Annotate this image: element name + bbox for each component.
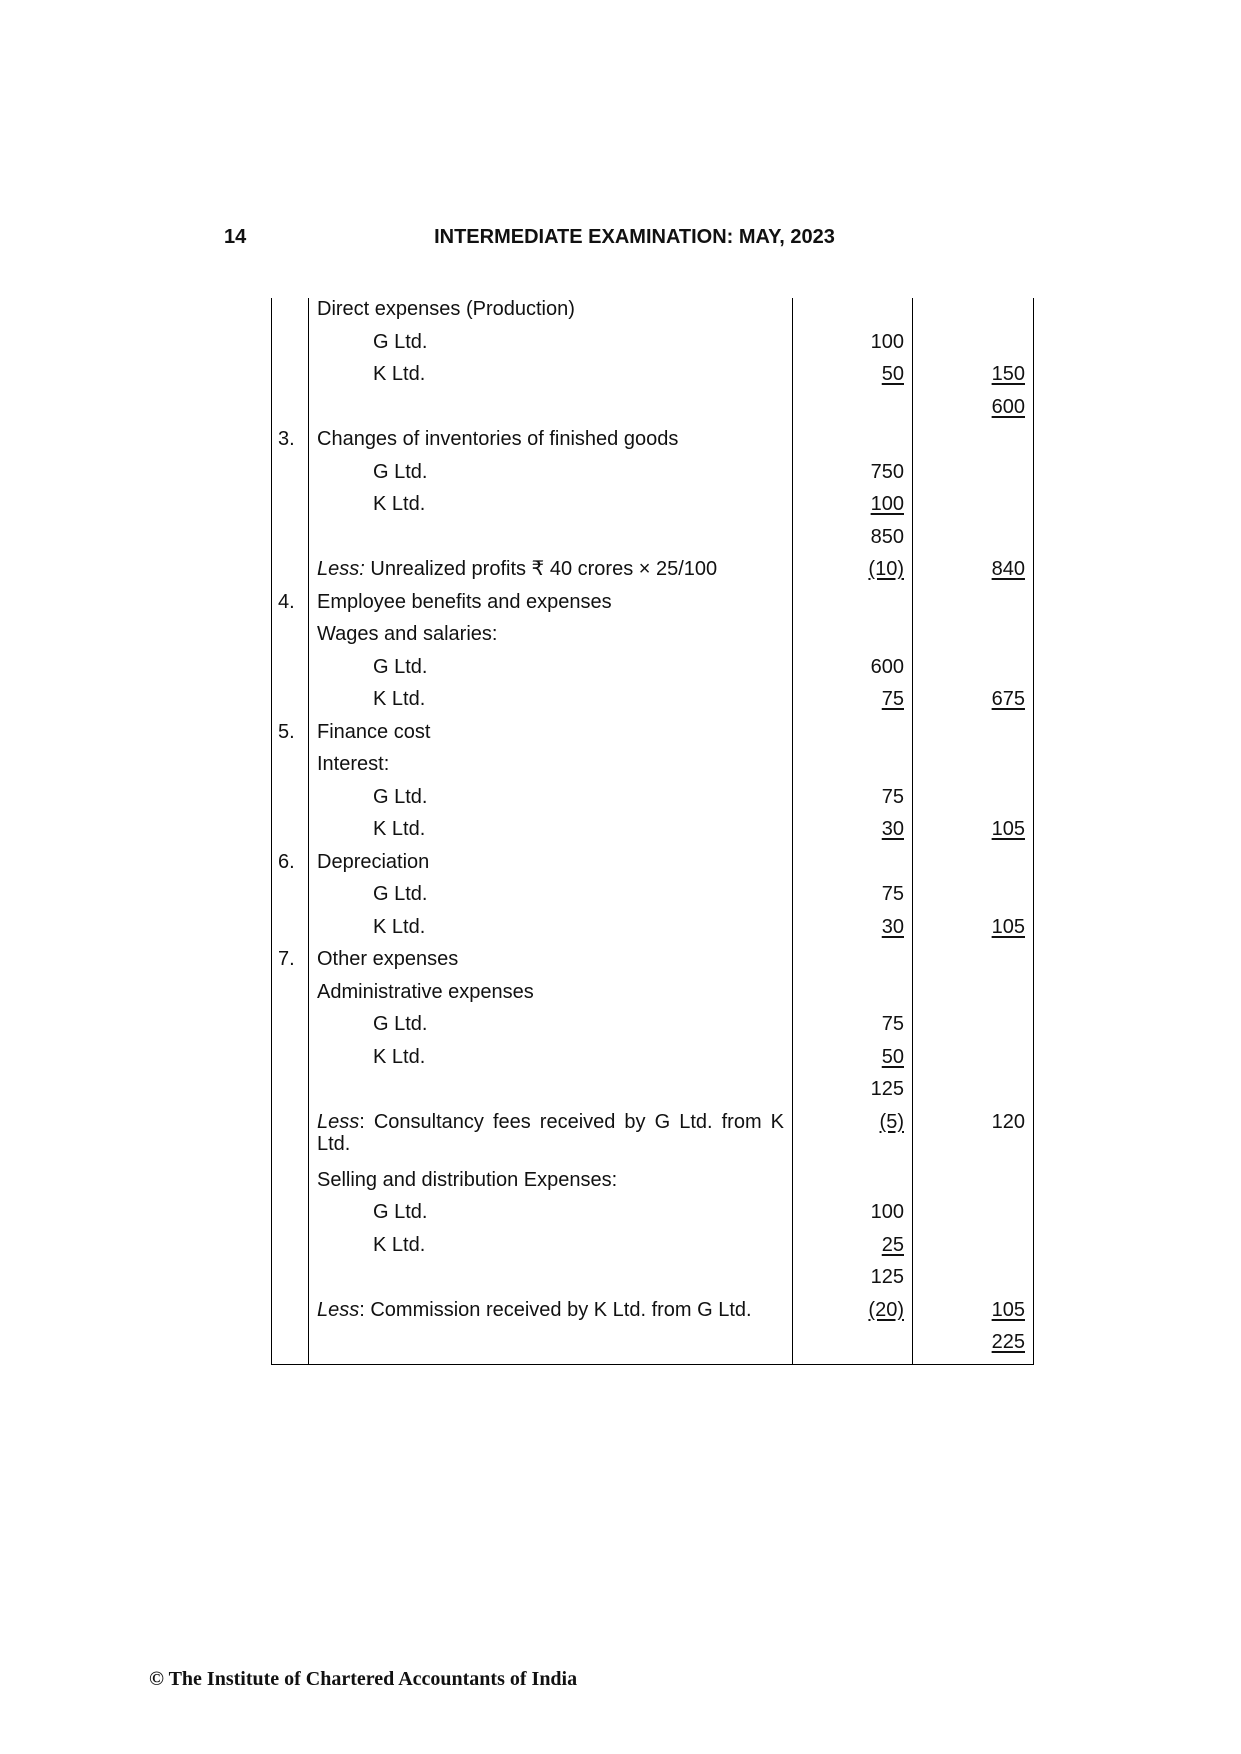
amount-sub xyxy=(793,656,913,689)
amount-sub xyxy=(793,1266,913,1299)
amount-sub xyxy=(793,981,913,1014)
row-label xyxy=(309,1046,793,1079)
row-index xyxy=(272,883,309,916)
amount-sub-value: 75 xyxy=(881,688,904,710)
amount-total xyxy=(913,558,1034,591)
table-row xyxy=(272,1234,1034,1267)
amount-sub-value: 125 xyxy=(870,1266,904,1288)
amount-total xyxy=(913,1046,1034,1079)
table-row xyxy=(272,428,1034,461)
amount-sub-value: 75 xyxy=(881,883,904,905)
amount-sub-value: 25 xyxy=(881,1233,904,1256)
amount-total xyxy=(913,526,1034,559)
amount-total xyxy=(913,851,1034,884)
amount-sub-value: 100 xyxy=(870,493,904,515)
amount-sub xyxy=(793,1331,913,1364)
table-row xyxy=(272,493,1034,526)
row-label xyxy=(309,1234,793,1267)
table-row xyxy=(272,461,1034,494)
label-text: : Consultancy fees received by G Ltd. from K Ltd. xyxy=(317,1110,784,1155)
label-text: K Ltd. xyxy=(373,915,426,938)
table-row xyxy=(272,1013,1034,1046)
amount-sub-value: 100 xyxy=(870,330,904,353)
table-row xyxy=(272,786,1034,819)
amount-sub xyxy=(793,883,913,916)
amount-total xyxy=(913,461,1034,494)
amount-sub xyxy=(793,558,913,591)
amount-total xyxy=(913,1266,1034,1299)
row-index xyxy=(272,753,309,786)
row-label xyxy=(309,461,793,494)
label-text: Selling and distribution Expenses: xyxy=(317,1168,618,1191)
row-index xyxy=(272,298,309,331)
amount-sub xyxy=(793,916,913,949)
row-index xyxy=(272,786,309,819)
row-index xyxy=(272,558,309,591)
row-index: 5. xyxy=(272,721,309,754)
amount-total-value: 105 xyxy=(991,818,1025,840)
amount-total xyxy=(913,786,1034,819)
table-row xyxy=(272,363,1034,396)
table-row xyxy=(272,948,1034,981)
table-row xyxy=(272,1331,1034,1364)
amount-total xyxy=(913,331,1034,364)
amount-total-value: 225 xyxy=(991,1331,1025,1353)
amount-sub-value: (10) xyxy=(868,558,904,580)
label-text: Administrative expenses xyxy=(317,980,534,1003)
expenses-table xyxy=(271,298,1034,1365)
table-row xyxy=(272,656,1034,689)
table-row xyxy=(272,721,1034,754)
row-index xyxy=(272,1078,309,1111)
table-row xyxy=(272,1169,1034,1202)
amount-sub xyxy=(793,1234,913,1267)
amount-total-value: 675 xyxy=(991,688,1025,710)
amount-total xyxy=(913,688,1034,721)
table-row xyxy=(272,818,1034,851)
amount-total xyxy=(913,1201,1034,1234)
label-text: Employee benefits and expenses xyxy=(317,590,612,613)
table-row xyxy=(272,1078,1034,1111)
row-index xyxy=(272,396,309,429)
table-row xyxy=(272,591,1034,624)
amount-total xyxy=(913,623,1034,656)
label-prefix: Less xyxy=(317,1298,360,1321)
amount-total xyxy=(913,818,1034,851)
row-index xyxy=(272,981,309,1014)
amount-total xyxy=(913,591,1034,624)
label-text: Finance cost xyxy=(317,720,431,743)
label-text: K Ltd. xyxy=(373,818,426,840)
table-row xyxy=(272,623,1034,656)
amount-total xyxy=(913,916,1034,949)
row-index xyxy=(272,1169,309,1202)
row-index: 7. xyxy=(272,948,309,981)
amount-total xyxy=(913,721,1034,754)
amount-total-value: 840 xyxy=(991,558,1025,580)
amount-total xyxy=(913,298,1034,331)
row-label xyxy=(309,688,793,721)
amount-sub xyxy=(793,1201,913,1234)
row-index xyxy=(272,1234,309,1267)
amount-total xyxy=(913,1234,1034,1267)
amount-sub xyxy=(793,331,913,364)
amount-sub-value: 125 xyxy=(870,1078,904,1100)
table-row xyxy=(272,688,1034,721)
table-row xyxy=(272,558,1034,591)
label-text: K Ltd. xyxy=(373,363,426,385)
row-index xyxy=(272,1331,309,1364)
row-index xyxy=(272,331,309,364)
row-label xyxy=(309,1013,793,1046)
table-row xyxy=(272,916,1034,949)
row-index xyxy=(272,818,309,851)
amount-sub xyxy=(793,591,913,624)
row-label xyxy=(309,623,793,656)
row-index xyxy=(272,461,309,494)
label-text: K Ltd. xyxy=(373,688,426,710)
row-index xyxy=(272,526,309,559)
row-label xyxy=(309,721,793,754)
row-label xyxy=(309,883,793,916)
table-row xyxy=(272,1299,1034,1332)
row-label xyxy=(309,298,793,331)
amount-sub xyxy=(793,461,913,494)
amount-sub xyxy=(793,298,913,331)
table-row xyxy=(272,981,1034,1014)
label-text: K Ltd. xyxy=(373,1045,426,1068)
expenses-table-container xyxy=(271,298,1033,1365)
amount-sub-value: 30 xyxy=(881,915,904,938)
row-label xyxy=(309,331,793,364)
amount-sub xyxy=(793,786,913,819)
amount-total-value: 105 xyxy=(991,915,1025,938)
amount-total xyxy=(913,1299,1034,1332)
amount-sub xyxy=(793,851,913,884)
label-text: Wages and salaries: xyxy=(317,623,498,645)
amount-sub xyxy=(793,493,913,526)
label-text: K Ltd. xyxy=(373,1233,426,1256)
label-prefix: Less: xyxy=(317,558,365,580)
label-text: G Ltd. xyxy=(373,460,428,483)
amount-total xyxy=(913,981,1034,1014)
row-index xyxy=(272,623,309,656)
row-index: 6. xyxy=(272,851,309,884)
label-text: G Ltd. xyxy=(373,883,428,905)
label-text: G Ltd. xyxy=(373,1013,428,1035)
label-text: Interest: xyxy=(317,753,390,775)
row-label xyxy=(309,558,793,591)
label-text: : Commission received by K Ltd. from G Ltd. xyxy=(359,1298,752,1321)
amount-sub xyxy=(793,753,913,786)
table-row xyxy=(272,298,1034,331)
row-label xyxy=(309,493,793,526)
row-index xyxy=(272,1266,309,1299)
row-label xyxy=(309,526,793,559)
amount-sub-value: 50 xyxy=(881,1045,904,1068)
expenses-table-body xyxy=(272,298,1034,1364)
row-label xyxy=(309,753,793,786)
amount-total xyxy=(913,1169,1034,1202)
label-text: Depreciation xyxy=(317,850,430,873)
amount-sub xyxy=(793,623,913,656)
row-label xyxy=(309,981,793,1014)
label-text: G Ltd. xyxy=(373,330,428,353)
amount-sub xyxy=(793,948,913,981)
row-index xyxy=(272,1111,309,1169)
row-label xyxy=(309,396,793,429)
amount-total-value: 105 xyxy=(991,1298,1025,1321)
amount-sub xyxy=(793,1013,913,1046)
label-text: Direct expenses (Production) xyxy=(317,298,575,320)
row-index xyxy=(272,1013,309,1046)
row-label xyxy=(309,1299,793,1332)
amount-sub-value: (5) xyxy=(879,1110,904,1133)
amount-total xyxy=(913,363,1034,396)
table-row xyxy=(272,883,1034,916)
amount-sub-value: (20) xyxy=(868,1298,904,1321)
amount-total xyxy=(913,1013,1034,1046)
amount-sub xyxy=(793,1299,913,1332)
amount-total xyxy=(913,493,1034,526)
amount-sub xyxy=(793,1111,913,1169)
amount-sub-value: 75 xyxy=(881,785,904,808)
table-row xyxy=(272,1046,1034,1079)
amount-sub-value: 750 xyxy=(870,460,904,483)
amount-total xyxy=(913,1111,1034,1169)
label-text: Unrealized profits ₹ 40 crores × 25/100 xyxy=(364,558,718,580)
row-index xyxy=(272,656,309,689)
row-label xyxy=(309,428,793,461)
page-number: 14 xyxy=(224,226,247,248)
row-label xyxy=(309,1331,793,1364)
amount-sub xyxy=(793,428,913,461)
amount-sub xyxy=(793,363,913,396)
amount-total-value: 150 xyxy=(991,363,1025,385)
row-label xyxy=(309,916,793,949)
label-text: K Ltd. xyxy=(373,493,426,515)
amount-sub xyxy=(793,1046,913,1079)
label-text: G Ltd. xyxy=(373,655,428,678)
table-row xyxy=(272,396,1034,429)
table-row xyxy=(272,1111,1034,1169)
amount-sub-value: 100 xyxy=(870,1201,904,1223)
amount-total xyxy=(913,396,1034,429)
row-label xyxy=(309,656,793,689)
row-label xyxy=(309,851,793,884)
row-label xyxy=(309,1078,793,1111)
amount-total xyxy=(913,753,1034,786)
amount-sub xyxy=(793,1169,913,1202)
label-prefix: Less xyxy=(317,1110,360,1133)
row-label xyxy=(309,1266,793,1299)
row-index xyxy=(272,363,309,396)
row-index xyxy=(272,1046,309,1079)
row-index xyxy=(272,493,309,526)
label-text: G Ltd. xyxy=(373,785,428,808)
amount-sub xyxy=(793,526,913,559)
table-row xyxy=(272,851,1034,884)
row-index xyxy=(272,1299,309,1332)
row-label xyxy=(309,1169,793,1202)
row-index xyxy=(272,916,309,949)
amount-sub-value: 850 xyxy=(870,525,904,548)
amount-sub xyxy=(793,1078,913,1111)
row-label xyxy=(309,818,793,851)
amount-sub-value: 75 xyxy=(881,1013,904,1035)
label-text: G Ltd. xyxy=(373,1201,428,1223)
amount-sub-value: 30 xyxy=(881,818,904,840)
row-index: 4. xyxy=(272,591,309,624)
amount-sub xyxy=(793,818,913,851)
amount-total-value: 600 xyxy=(991,395,1025,418)
table-row xyxy=(272,331,1034,364)
amount-total xyxy=(913,1331,1034,1364)
amount-sub xyxy=(793,721,913,754)
label-text: Changes of inventories of finished goods xyxy=(317,428,679,450)
amount-total xyxy=(913,656,1034,689)
row-label xyxy=(309,1111,793,1169)
label-text: Other expenses xyxy=(317,948,459,970)
amount-total xyxy=(913,948,1034,981)
amount-total-value: 120 xyxy=(991,1110,1025,1133)
table-row xyxy=(272,1201,1034,1234)
amount-sub-value: 600 xyxy=(870,655,904,678)
row-index: 3. xyxy=(272,428,309,461)
amount-total xyxy=(913,1078,1034,1111)
footer-copyright: © The Institute of Chartered Accountants of India xyxy=(149,1668,578,1690)
page-header-title: INTERMEDIATE EXAMINATION: MAY, 2023 xyxy=(434,226,835,248)
amount-sub-value: 50 xyxy=(881,363,904,385)
row-label xyxy=(309,591,793,624)
amount-sub xyxy=(793,396,913,429)
row-label xyxy=(309,786,793,819)
table-row xyxy=(272,753,1034,786)
amount-total xyxy=(913,883,1034,916)
row-label xyxy=(309,363,793,396)
row-label xyxy=(309,1201,793,1234)
amount-total xyxy=(913,428,1034,461)
row-label xyxy=(309,948,793,981)
row-index xyxy=(272,688,309,721)
table-row xyxy=(272,1266,1034,1299)
table-row xyxy=(272,526,1034,559)
row-index xyxy=(272,1201,309,1234)
amount-sub xyxy=(793,688,913,721)
